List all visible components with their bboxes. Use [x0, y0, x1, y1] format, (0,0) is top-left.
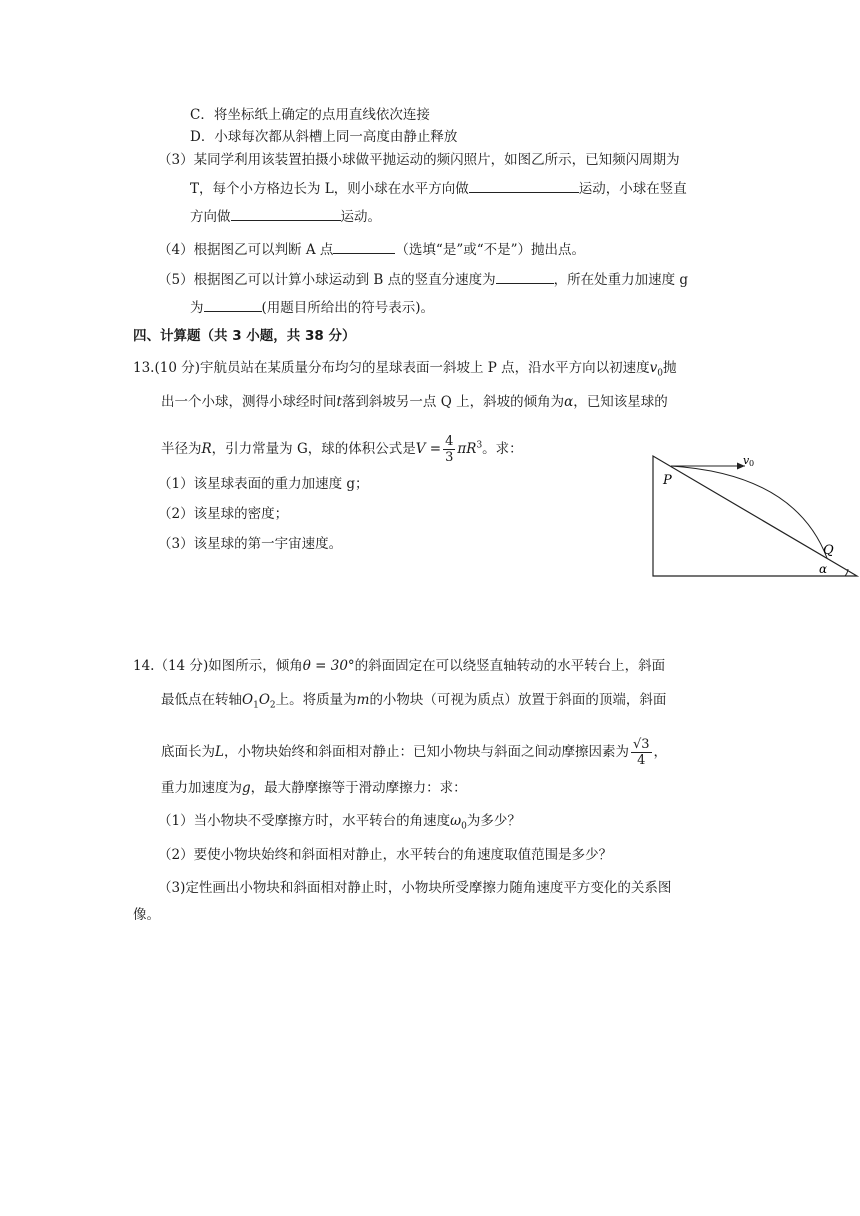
alpha-symbol: α	[564, 394, 574, 410]
theta-value: θ = 30°	[302, 658, 355, 674]
axis-sub2: 2	[269, 700, 276, 711]
answer-blank[interactable]	[333, 238, 395, 254]
q3-text-c: 方向做	[190, 209, 231, 225]
mu-numerator: √3	[632, 737, 650, 752]
q5-text-c: 为	[190, 300, 204, 316]
mu-denominator: 4	[637, 753, 646, 768]
slope-triangle	[653, 456, 857, 576]
q4-line	[158, 238, 585, 260]
q13-text: ，已知该星球的	[573, 394, 668, 410]
v0-symbol: v	[649, 360, 658, 376]
v0-subscript: 0	[657, 368, 664, 379]
q13-sub2: （2）该星球的密度；	[158, 506, 289, 522]
q14-text: 底面长为	[161, 744, 215, 760]
axis-sub1: 1	[253, 700, 259, 711]
q13-text: 落到斜坡另一点 Q 上，斜坡的倾角为	[341, 394, 565, 410]
q3-text-a: T，每个小方格边长为 L，则小球在水平方向做	[190, 181, 469, 197]
q13-sub3: （3）该星球的第一宇宙速度。	[158, 536, 343, 552]
formula-rhs: πR	[457, 441, 477, 457]
q14-text: 最低点在转轴	[161, 692, 242, 708]
answer-blank[interactable]	[231, 205, 341, 221]
q4-text-b: （选填“是”或“不是”）抛出点。	[395, 242, 586, 258]
q13-text: 13.(10 分)宇航员站在某质量分布均匀的星球表面一斜坡上 P 点，沿水平方向以初速度	[133, 360, 650, 376]
q14-sub1	[158, 811, 521, 837]
q14-sub3-line1: （3)定性画出小物块和斜面相对静止时，小物块所受摩擦力随角速度平方变化的关系图	[158, 880, 672, 896]
q13-text: ，引力常量为 G，球的体积公式是	[211, 441, 416, 457]
q3-line2	[190, 177, 687, 199]
q13-line2	[161, 392, 668, 412]
option-d: D．小球每次都从斜槽上同一高度由静止释放	[190, 129, 458, 145]
answer-blank[interactable]	[496, 268, 554, 284]
answer-blank[interactable]	[204, 296, 262, 312]
q14-text: 的斜面固定在可以绕竖直轴转动的水平转台上，斜面	[354, 658, 666, 674]
q14-text: ，小物块始终和斜面相对静止：已知小物块与斜面之间动摩擦因素为	[223, 744, 629, 760]
q14-text: ，最大静摩擦等于滑动摩擦力：求：	[250, 780, 467, 796]
v0-label: v	[743, 454, 750, 467]
q13-sub1: （1）该星球表面的重力加速度 g；	[158, 476, 369, 492]
q14-text: 重力加速度为	[161, 780, 242, 796]
m-symbol: m	[356, 692, 370, 708]
option-c: C．将坐标纸上确定的点用直线依次连接	[190, 107, 430, 123]
q14-line1	[133, 656, 665, 676]
q14-text: 为多少？	[466, 813, 521, 829]
q13-text: 。求：	[482, 441, 523, 457]
q5-text-a: （5）根据图乙可以计算小球运动到 B 点的竖直分速度为	[158, 272, 496, 288]
q13-line3	[161, 434, 523, 465]
g-symbol: g	[242, 780, 251, 796]
volume-fraction	[443, 434, 455, 465]
q14-text: （1）当小物块不受摩擦方时，水平转台的角速度	[158, 813, 451, 829]
q5-line2	[190, 296, 434, 318]
point-Q-label: Q	[823, 543, 834, 558]
fraction-numerator: 4	[445, 434, 454, 449]
q14-sub2: （2）要使小物块始终和斜面相对静止，水平转台的角速度取值范围是多少？	[158, 847, 613, 863]
answer-blank[interactable]	[469, 177, 579, 193]
q5-text-b: ，所在处重力加速度 g	[553, 272, 689, 288]
q13-line1	[133, 358, 677, 384]
q13-text: 抛	[663, 360, 677, 376]
q3-text-b: 运动，小球在竖直	[578, 181, 687, 197]
axis-O2: O	[258, 692, 270, 708]
q14-line2	[161, 690, 666, 716]
point-P-label: P	[663, 473, 672, 488]
formula-exponent: 3	[476, 440, 483, 451]
R-symbol: R	[201, 441, 212, 457]
q14-line4	[161, 778, 467, 798]
mu-fraction	[631, 737, 652, 768]
q3-line3	[190, 205, 381, 227]
fraction-denominator: 3	[445, 450, 454, 465]
q14-text: 14.（14 分)如图所示，倾角	[133, 658, 303, 674]
L-symbol: L	[215, 744, 224, 760]
q14-text: 的小物块（可视为质点）放置于斜面的顶端，斜面	[369, 692, 667, 708]
q4-text-a: （4）根据图乙可以判断 A 点	[158, 242, 334, 258]
angle-alpha-label: α	[819, 562, 828, 576]
q14-line3	[161, 737, 667, 768]
q3-line1: （3）某同学利用该装置拍摄小球做平抛运动的频闪照片，如图乙所示，已知频闪周期为	[158, 152, 680, 168]
q14-text: 上。将质量为	[275, 692, 357, 708]
slope-diagram	[645, 452, 860, 580]
q13-text: 半径为	[161, 441, 202, 457]
q5-text-d: (用题目所给出的符号表示)。	[261, 300, 435, 316]
q3-text-d: 运动。	[340, 209, 381, 225]
q14-sub3-line2: 像。	[133, 907, 160, 923]
v0-label-subscript: 0	[749, 459, 755, 468]
axis-O1: O	[242, 692, 254, 708]
q5-line1	[158, 268, 688, 290]
t-symbol: t	[336, 394, 342, 410]
omega-subscript: 0	[461, 821, 467, 832]
q14-text: ，	[653, 744, 668, 760]
formula-lhs: V =	[415, 441, 442, 457]
omega-symbol: ω	[450, 813, 462, 829]
section-title: 四、计算题（共 3 小题，共 38 分）	[133, 328, 356, 344]
q13-text: 出一个小球，测得小球经时间	[161, 394, 337, 410]
